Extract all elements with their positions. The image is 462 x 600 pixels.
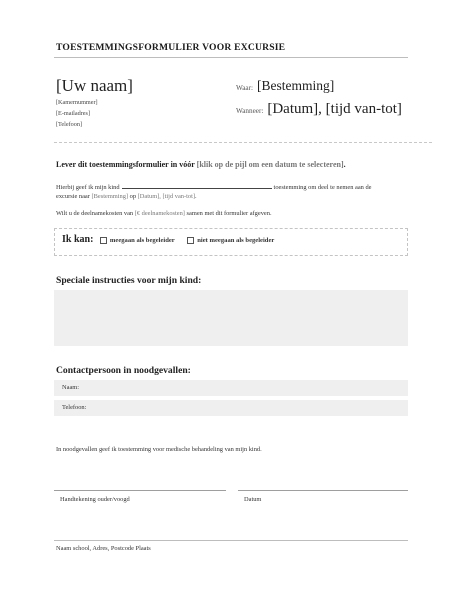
signature-line[interactable] — [54, 490, 226, 491]
child-name-blank[interactable] — [122, 182, 272, 189]
fee-part2: samen met dit formulier afgeven. — [184, 210, 272, 217]
fee-part1: Wilt u de deelnamekosten van — [56, 210, 135, 217]
trip-when-value[interactable]: [Datum], [tijd van-tot] — [267, 101, 402, 117]
sender-email[interactable]: [E-mailadres] — [56, 110, 91, 117]
date-line[interactable] — [238, 490, 408, 491]
return-date-picker[interactable]: [klik op de pijl om een datum te selecteren] — [196, 160, 344, 169]
consent-part3: excursie naar — [56, 193, 90, 200]
return-instruction-end: . — [343, 160, 346, 169]
consent-part4: op — [128, 193, 138, 200]
trip-where-row — [236, 77, 334, 95]
return-instruction — [56, 160, 346, 169]
consent-line-1 — [56, 182, 372, 191]
fee-amount[interactable]: [€ deelnamekosten] — [134, 210, 185, 217]
checkbox-icon[interactable] — [100, 237, 107, 244]
return-instruction-text: Lever dit toestemmingsformulier in vóór — [56, 160, 197, 169]
chaperone-row — [62, 234, 274, 245]
footer-divider — [54, 540, 408, 541]
consent-part2: toestemming om deel te nemen aan de — [273, 184, 372, 191]
header-divider — [54, 142, 432, 143]
footer-address[interactable]: Naam school, Adres, Postcode Plaats — [56, 545, 151, 552]
special-instructions-field[interactable] — [54, 290, 408, 346]
checkbox-icon[interactable] — [187, 237, 194, 244]
chaperone-no-option[interactable] — [187, 237, 274, 244]
signature-label: Handtekening ouder/voogd — [60, 496, 130, 503]
date-label: Datum — [244, 496, 262, 503]
trip-when-row — [236, 100, 402, 118]
trip-where-label: Waar: — [236, 84, 253, 92]
sender-room[interactable]: [Kamernummer] — [56, 99, 98, 106]
title-divider — [54, 57, 408, 58]
emergency-name-field[interactable] — [54, 380, 408, 396]
chaperone-no-label: niet meegaan als begeleider — [197, 237, 275, 244]
trip-where-value[interactable]: [Bestemming] — [256, 78, 335, 93]
emergency-phone-label: Telefoon: — [62, 404, 87, 411]
chaperone-yes-label: meegaan als begeleider — [109, 237, 175, 244]
consent-line-2 — [56, 193, 197, 200]
consent-datetime[interactable]: [Datum], [tijd van-tot] — [137, 193, 195, 200]
emergency-heading: Contactpersoon in noodgevallen: — [56, 365, 191, 376]
page-title: TOESTEMMINGSFORMULIER VOOR EXCURSIE — [56, 42, 286, 53]
medical-consent: In noodgevallen geef ik toestemming voor medische behandeling van mijn kind. — [56, 446, 262, 453]
emergency-phone-field[interactable] — [54, 400, 408, 416]
chaperone-yes-option[interactable] — [100, 237, 175, 244]
consent-part5: . — [194, 193, 197, 200]
chaperone-label: Ik kan: — [62, 234, 94, 245]
consent-destination[interactable]: [Bestemming] — [91, 193, 129, 200]
consent-part1: Hierbij geef ik mijn kind — [56, 184, 120, 191]
special-instructions-heading: Speciale instructies voor mijn kind: — [56, 275, 202, 286]
emergency-name-label: Naam: — [62, 384, 80, 391]
fee-line — [56, 210, 272, 217]
sender-phone[interactable]: [Telefoon] — [56, 121, 83, 128]
sender-name[interactable]: [Uw naam] — [56, 76, 133, 95]
trip-when-label: Wanneer: — [236, 107, 264, 115]
